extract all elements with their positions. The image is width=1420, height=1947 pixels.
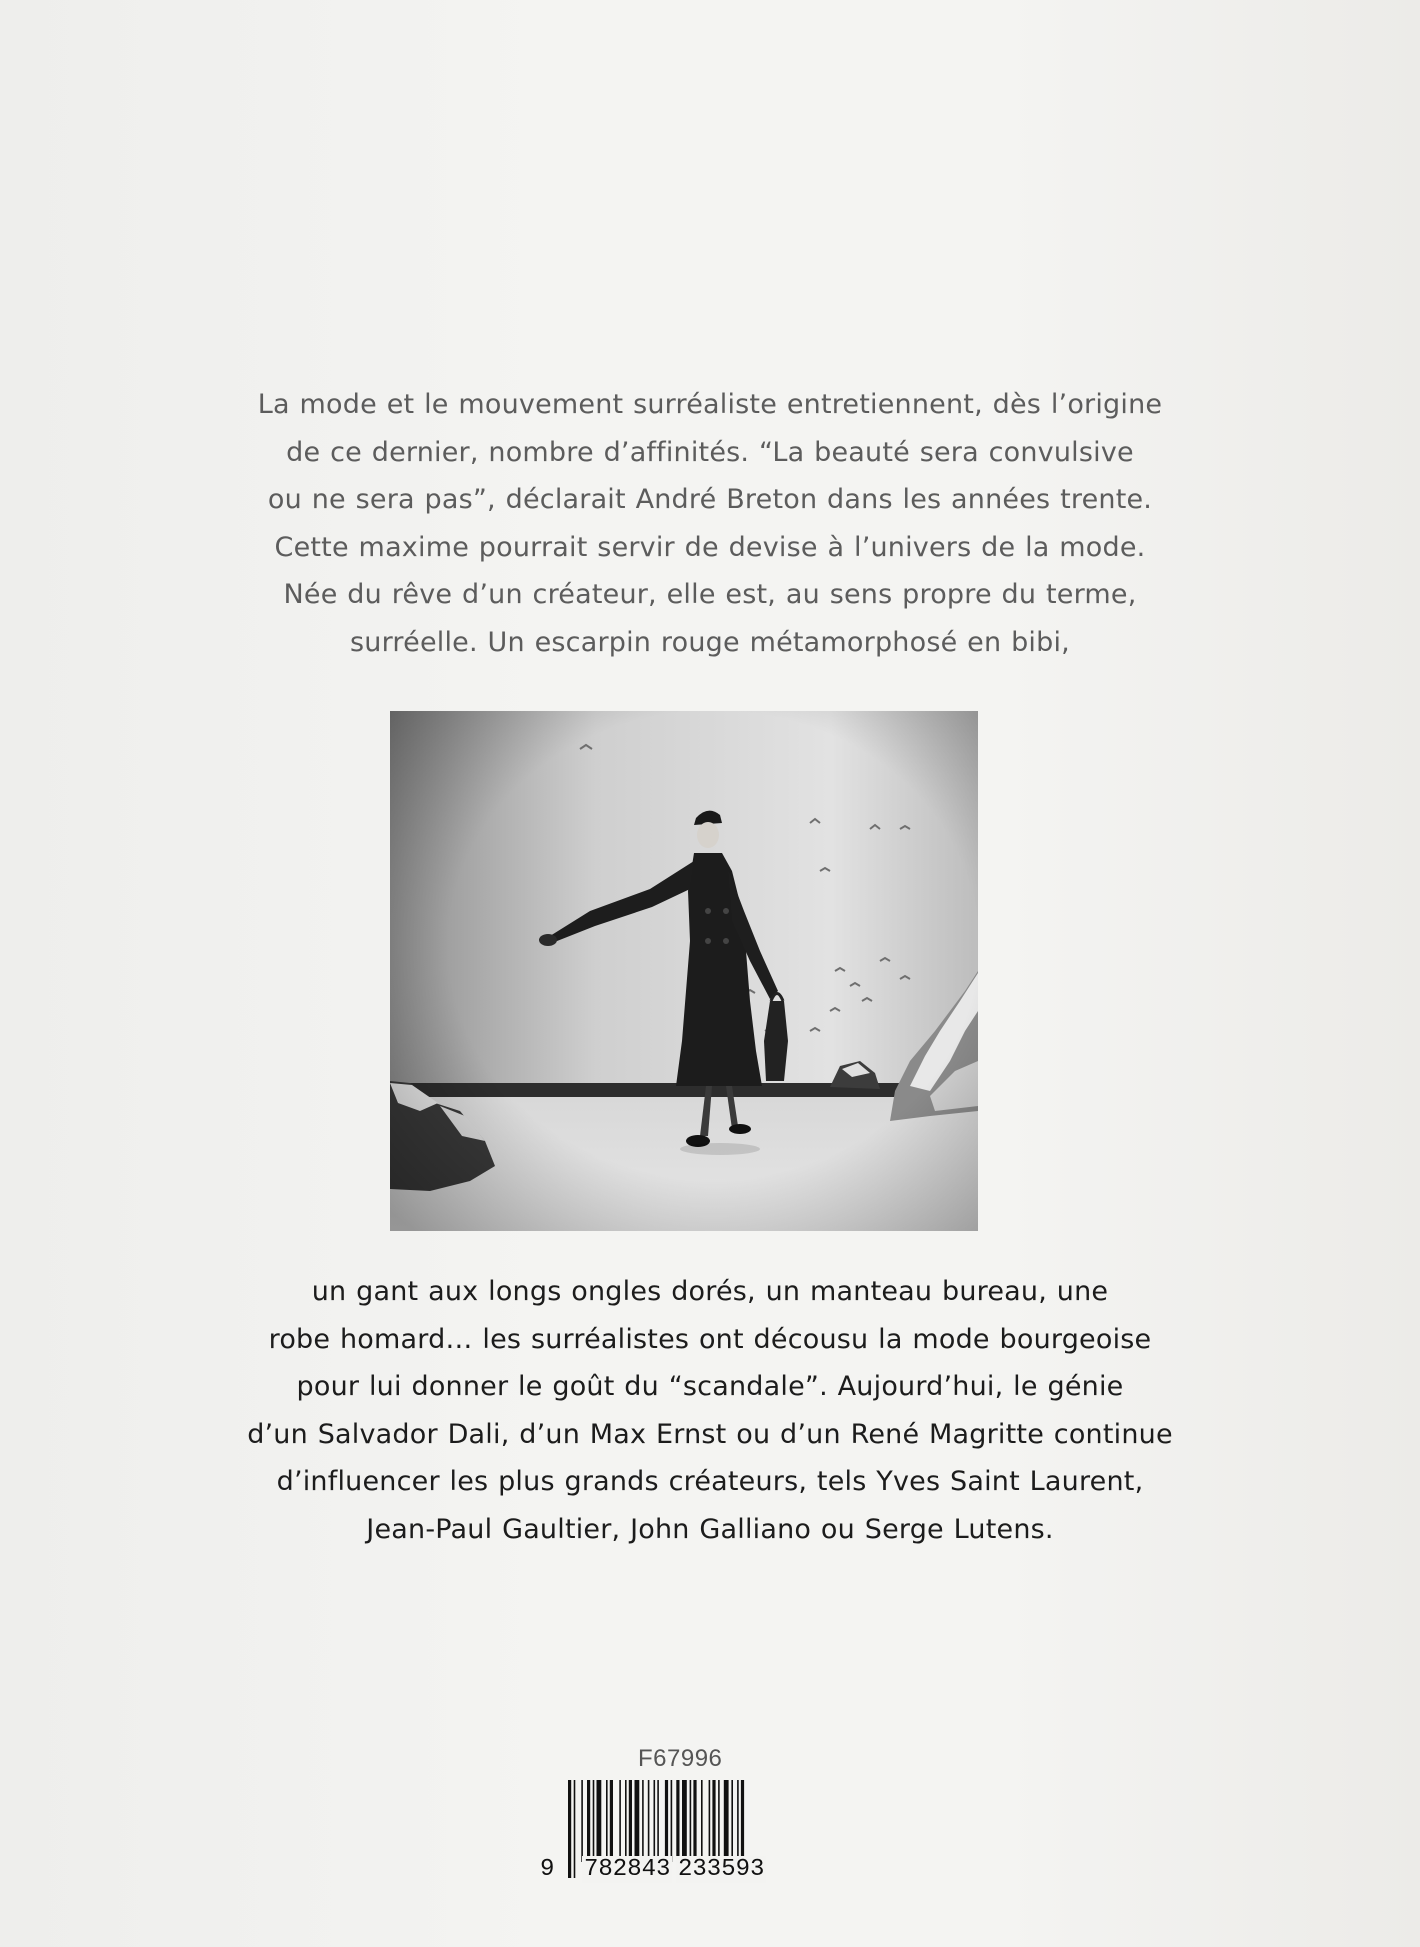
barcode-bar	[718, 1780, 720, 1862]
barcode-bar	[593, 1780, 595, 1862]
blurb-top	[180, 381, 1240, 666]
barcode-bar	[690, 1780, 692, 1862]
isbn-group-1: 782843	[584, 1856, 671, 1883]
barcode-bar	[676, 1780, 679, 1862]
blurb-line: Cette maxime pourrait servir de devise à l’univers de la mode.	[274, 531, 1146, 563]
blurb-line: La mode et le mouvement surréaliste entretiennent, dès l’origine	[257, 389, 1163, 420]
barcode-bar	[665, 1780, 668, 1862]
barcode-bar	[635, 1780, 640, 1862]
fashion-photograph	[390, 711, 978, 1231]
barcode-bar	[619, 1780, 621, 1862]
barcode-bar	[682, 1780, 687, 1862]
isbn-group-2: 233593	[678, 1856, 765, 1883]
isbn-barcode	[530, 1745, 810, 1885]
barcode-bar	[581, 1780, 583, 1862]
barcode-bar	[642, 1780, 644, 1862]
blurb-line: Jean-Paul Gaultier, John Galliano ou Serge Lutens.	[366, 1513, 1054, 1545]
barcode-bar	[712, 1780, 715, 1862]
blurb-line: un gant aux longs ongles dorés, un manteau bureau, une	[311, 1276, 1109, 1307]
barcode-bar	[587, 1780, 590, 1862]
barcode-bar	[610, 1780, 613, 1862]
barcode-bar	[671, 1780, 673, 1862]
reference-number: F67996	[638, 1745, 723, 1772]
blurb-line: Née du rêve d’un créateur, elle est, au sens propre du terme,	[283, 579, 1137, 610]
barcode-bar	[606, 1780, 608, 1862]
barcode-bar	[724, 1780, 729, 1862]
blurb-line: robe homard… les surréalistes ont décousu la mode bourgeoise	[268, 1323, 1152, 1355]
blurb-line: d’influencer les plus grands créateurs, tels Yves Saint Laurent,	[276, 1466, 1144, 1497]
photo-illustration	[390, 711, 978, 1231]
barcode-bar	[574, 1780, 576, 1878]
barcode-bar	[629, 1780, 632, 1862]
blurb-line: pour lui donner le goût du “scandale”. Aujourd’hui, le génie	[296, 1371, 1124, 1402]
barcode-bar	[648, 1780, 650, 1862]
isbn-lead-digit: 9	[540, 1856, 555, 1883]
barcode-bar	[597, 1780, 602, 1862]
blurb-line: ou ne sera pas”, déclarait André Breton dans les années trente.	[267, 484, 1153, 515]
barcode-bar	[731, 1780, 733, 1862]
blurb-line: d’un Salvador Dali, d’un Max Ernst ou d’un René Magritte continue	[247, 1418, 1173, 1450]
barcode-bar	[625, 1780, 627, 1862]
barcode-bar	[654, 1780, 656, 1862]
barcode-bar	[701, 1780, 703, 1862]
barcode-bar	[693, 1780, 696, 1862]
blurb-line: surréelle. Un escarpin rouge métamorphosé en bibi,	[350, 626, 1070, 658]
barcode-bar	[709, 1780, 711, 1862]
blurb-line: de ce dernier, nombre d’affinités. “La beauté sera convulsive	[286, 436, 1134, 468]
blurb-bottom	[180, 1268, 1240, 1553]
barcode-bar	[568, 1780, 571, 1878]
